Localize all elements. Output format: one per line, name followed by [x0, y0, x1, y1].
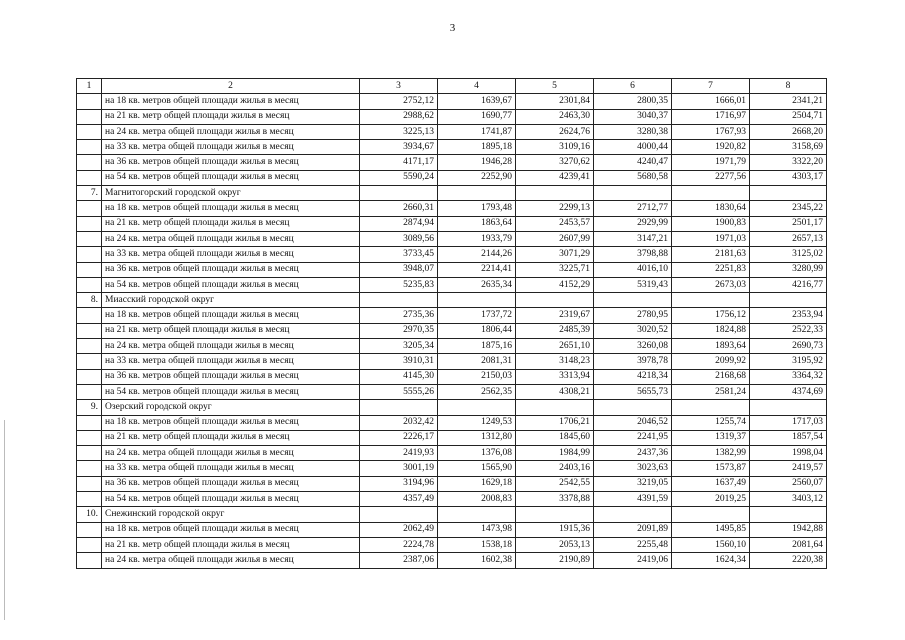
value-cell: 4171,17: [360, 155, 438, 170]
table-row: [77, 216, 827, 231]
table-row: [77, 124, 827, 139]
value-cell: 1741,87: [438, 124, 516, 139]
value-cell: 1538,18: [438, 537, 516, 552]
value-cell: 3798,88: [594, 247, 672, 262]
value-cell: 2453,57: [516, 216, 594, 231]
table-row: [77, 140, 827, 155]
value-cell: [672, 400, 750, 415]
table-row: [77, 170, 827, 185]
value-cell: 2220,38: [750, 553, 827, 568]
value-cell: 5235,83: [360, 277, 438, 292]
header-cell: 3: [360, 79, 438, 94]
value-cell: 1624,34: [672, 553, 750, 568]
row-label: на 18 кв. метров общей площади жилья в месяц: [102, 308, 360, 323]
row-index: [77, 170, 102, 185]
value-cell: 1495,85: [672, 522, 750, 537]
value-cell: 3270,62: [516, 155, 594, 170]
row-label: на 36 кв. метров общей площади жилья в месяц: [102, 155, 360, 170]
value-cell: [672, 186, 750, 201]
value-cell: 2353,94: [750, 308, 827, 323]
row-label: на 18 кв. метров общей площади жилья в месяц: [102, 415, 360, 430]
row-index: [77, 109, 102, 124]
value-cell: 2046,52: [594, 415, 672, 430]
value-cell: 4218,34: [594, 369, 672, 384]
value-cell: 5319,43: [594, 277, 672, 292]
table-row: [77, 354, 827, 369]
value-cell: 3148,23: [516, 354, 594, 369]
row-index: 8.: [77, 293, 102, 308]
value-cell: 2501,17: [750, 216, 827, 231]
value-cell: 1473,98: [438, 522, 516, 537]
value-cell: 1920,82: [672, 140, 750, 155]
row-index: 7.: [77, 186, 102, 201]
row-label: на 54 кв. метров общей площади жилья в месяц: [102, 170, 360, 185]
row-label: на 18 кв. метров общей площади жилья в месяц: [102, 201, 360, 216]
header-cell: 1: [77, 79, 102, 94]
value-cell: 2673,03: [672, 277, 750, 292]
row-index: 10.: [77, 507, 102, 522]
value-cell: 1756,12: [672, 308, 750, 323]
row-index: [77, 94, 102, 109]
value-cell: [438, 507, 516, 522]
row-label: на 54 кв. метров общей площади жилья в месяц: [102, 277, 360, 292]
housing-cost-table: [76, 78, 827, 569]
row-index: [77, 140, 102, 155]
table-row: [77, 415, 827, 430]
value-cell: [438, 186, 516, 201]
row-label: на 21 кв. метр общей площади жилья в месяц: [102, 216, 360, 231]
header-cell: 5: [516, 79, 594, 94]
value-cell: 4374,69: [750, 384, 827, 399]
value-cell: 1893,64: [672, 339, 750, 354]
table-row: [77, 492, 827, 507]
row-label: на 54 кв. метров общей площади жилья в месяц: [102, 492, 360, 507]
table-row: [77, 430, 827, 445]
value-cell: 3147,21: [594, 231, 672, 246]
value-cell: 3313,94: [516, 369, 594, 384]
value-cell: 2345,22: [750, 201, 827, 216]
row-label: на 36 кв. метров общей площади жилья в месяц: [102, 476, 360, 491]
value-cell: 3225,13: [360, 124, 438, 139]
row-label: на 24 кв. метра общей площади жилья в месяц: [102, 124, 360, 139]
value-cell: 1255,74: [672, 415, 750, 430]
value-cell: 2181,63: [672, 247, 750, 262]
value-cell: 5680,58: [594, 170, 672, 185]
value-cell: 1845,60: [516, 430, 594, 445]
value-cell: 1875,16: [438, 339, 516, 354]
row-label: на 24 кв. метра общей площади жилья в месяц: [102, 339, 360, 354]
header-cell: 2: [102, 79, 360, 94]
value-cell: 1946,28: [438, 155, 516, 170]
value-cell: 2081,31: [438, 354, 516, 369]
row-index: [77, 354, 102, 369]
row-index: [77, 231, 102, 246]
row-index: [77, 461, 102, 476]
value-cell: [750, 507, 827, 522]
row-label: на 21 кв. метр общей площади жилья в месяц: [102, 323, 360, 338]
value-cell: 1806,44: [438, 323, 516, 338]
value-cell: 3001,19: [360, 461, 438, 476]
value-cell: 1824,88: [672, 323, 750, 338]
header-cell: 7: [672, 79, 750, 94]
row-index: [77, 446, 102, 461]
value-cell: 2635,34: [438, 277, 516, 292]
value-cell: [594, 400, 672, 415]
value-cell: 1376,08: [438, 446, 516, 461]
table-row: [77, 308, 827, 323]
value-cell: 3089,56: [360, 231, 438, 246]
value-cell: 2712,77: [594, 201, 672, 216]
row-label: на 21 кв. метр общей площади жилья в месяц: [102, 109, 360, 124]
value-cell: [516, 400, 594, 415]
value-cell: 2150,03: [438, 369, 516, 384]
value-cell: 2081,64: [750, 537, 827, 552]
page-number: 3: [449, 22, 456, 34]
table-row: [77, 155, 827, 170]
value-cell: 2341,21: [750, 94, 827, 109]
row-label: на 33 кв. метра общей площади жилья в месяц: [102, 247, 360, 262]
value-cell: 2255,48: [594, 537, 672, 552]
value-cell: 1560,10: [672, 537, 750, 552]
value-cell: 2091,89: [594, 522, 672, 537]
table-row: [77, 109, 827, 124]
row-index: [77, 201, 102, 216]
value-cell: 2522,33: [750, 323, 827, 338]
section-row: [77, 186, 827, 201]
row-label: на 36 кв. метров общей площади жилья в месяц: [102, 262, 360, 277]
value-cell: 4357,49: [360, 492, 438, 507]
value-cell: 4391,59: [594, 492, 672, 507]
table-row: [77, 461, 827, 476]
header-cell: 8: [750, 79, 827, 94]
value-cell: 1895,18: [438, 140, 516, 155]
value-cell: 4308,21: [516, 384, 594, 399]
value-cell: 4303,17: [750, 170, 827, 185]
value-cell: [750, 186, 827, 201]
value-cell: 1830,64: [672, 201, 750, 216]
table-row: [77, 553, 827, 568]
row-index: [77, 369, 102, 384]
value-cell: [438, 400, 516, 415]
value-cell: 1319,37: [672, 430, 750, 445]
value-cell: [750, 400, 827, 415]
value-cell: 4216,77: [750, 277, 827, 292]
value-cell: 3322,20: [750, 155, 827, 170]
row-label: на 18 кв. метров общей площади жилья в месяц: [102, 94, 360, 109]
value-cell: 4152,29: [516, 277, 594, 292]
value-cell: 2019,25: [672, 492, 750, 507]
value-cell: 2690,73: [750, 339, 827, 354]
table-body: [77, 79, 827, 569]
value-cell: [750, 293, 827, 308]
row-index: [77, 553, 102, 568]
table-row: [77, 384, 827, 399]
value-cell: 2970,35: [360, 323, 438, 338]
value-cell: 2735,36: [360, 308, 438, 323]
value-cell: 3934,67: [360, 140, 438, 155]
value-cell: 1737,72: [438, 308, 516, 323]
value-cell: 1639,67: [438, 94, 516, 109]
value-cell: 2624,76: [516, 124, 594, 139]
table-row: [77, 94, 827, 109]
row-index: 9.: [77, 400, 102, 415]
row-label: на 54 кв. метров общей площади жилья в месяц: [102, 384, 360, 399]
value-cell: 1793,48: [438, 201, 516, 216]
value-cell: 1971,79: [672, 155, 750, 170]
margin-line: [4, 420, 5, 620]
table-row: [77, 231, 827, 246]
value-cell: 3023,63: [594, 461, 672, 476]
section-title: Озерский городской округ: [102, 400, 360, 415]
value-cell: 1971,03: [672, 231, 750, 246]
value-cell: 1706,21: [516, 415, 594, 430]
value-cell: 2419,93: [360, 446, 438, 461]
value-cell: 3403,12: [750, 492, 827, 507]
value-cell: [516, 507, 594, 522]
value-cell: 2319,67: [516, 308, 594, 323]
table-row: [77, 323, 827, 338]
value-cell: [516, 293, 594, 308]
value-cell: 2463,30: [516, 109, 594, 124]
row-index: [77, 522, 102, 537]
row-label: на 33 кв. метра общей площади жилья в месяц: [102, 354, 360, 369]
value-cell: 2190,89: [516, 553, 594, 568]
value-cell: 3109,16: [516, 140, 594, 155]
value-cell: 4145,30: [360, 369, 438, 384]
value-cell: 2168,68: [672, 369, 750, 384]
table-row: [77, 339, 827, 354]
value-cell: 2252,90: [438, 170, 516, 185]
value-cell: 2562,35: [438, 384, 516, 399]
value-cell: 2008,83: [438, 492, 516, 507]
value-cell: 2032,42: [360, 415, 438, 430]
value-cell: 1573,87: [672, 461, 750, 476]
value-cell: [594, 186, 672, 201]
value-cell: 2299,13: [516, 201, 594, 216]
value-cell: 1249,53: [438, 415, 516, 430]
value-cell: [360, 186, 438, 201]
table-row: [77, 476, 827, 491]
value-cell: 3125,02: [750, 247, 827, 262]
value-cell: 1984,99: [516, 446, 594, 461]
value-cell: 4240,47: [594, 155, 672, 170]
value-cell: 2224,78: [360, 537, 438, 552]
value-cell: 2144,26: [438, 247, 516, 262]
value-cell: 1863,64: [438, 216, 516, 231]
row-index: [77, 323, 102, 338]
value-cell: 2929,99: [594, 216, 672, 231]
table-row: [77, 537, 827, 552]
table-header-row: [77, 79, 827, 94]
value-cell: 3910,31: [360, 354, 438, 369]
value-cell: [438, 293, 516, 308]
value-cell: 2542,55: [516, 476, 594, 491]
row-label: на 24 кв. метра общей площади жилья в месяц: [102, 446, 360, 461]
value-cell: 2053,13: [516, 537, 594, 552]
section-title: Магнитогорский городской округ: [102, 186, 360, 201]
value-cell: 3364,32: [750, 369, 827, 384]
section-row: [77, 400, 827, 415]
row-label: на 21 кв. метр общей площади жилья в месяц: [102, 537, 360, 552]
row-label: на 24 кв. метра общей площади жилья в месяц: [102, 231, 360, 246]
value-cell: 1565,90: [438, 461, 516, 476]
row-index: [77, 384, 102, 399]
value-cell: [594, 507, 672, 522]
row-index: [77, 430, 102, 445]
value-cell: 3194,96: [360, 476, 438, 491]
value-cell: 2251,83: [672, 262, 750, 277]
value-cell: [360, 400, 438, 415]
value-cell: 1767,93: [672, 124, 750, 139]
row-index: [77, 537, 102, 552]
value-cell: 1629,18: [438, 476, 516, 491]
value-cell: 3158,69: [750, 140, 827, 155]
row-label: на 33 кв. метра общей площади жилья в месяц: [102, 461, 360, 476]
value-cell: 4016,10: [594, 262, 672, 277]
value-cell: [516, 186, 594, 201]
row-index: [77, 339, 102, 354]
value-cell: 2988,62: [360, 109, 438, 124]
value-cell: 1900,83: [672, 216, 750, 231]
value-cell: 5555,26: [360, 384, 438, 399]
value-cell: 2301,84: [516, 94, 594, 109]
row-index: [77, 277, 102, 292]
value-cell: 2241,95: [594, 430, 672, 445]
value-cell: 2668,20: [750, 124, 827, 139]
value-cell: 1602,38: [438, 553, 516, 568]
value-cell: 1942,88: [750, 522, 827, 537]
value-cell: 3040,37: [594, 109, 672, 124]
row-label: на 18 кв. метров общей площади жилья в месяц: [102, 522, 360, 537]
value-cell: 2581,24: [672, 384, 750, 399]
value-cell: 2419,57: [750, 461, 827, 476]
value-cell: 2560,07: [750, 476, 827, 491]
value-cell: 2780,95: [594, 308, 672, 323]
section-row: [77, 293, 827, 308]
value-cell: 3948,07: [360, 262, 438, 277]
row-label: на 36 кв. метров общей площади жилья в месяц: [102, 369, 360, 384]
value-cell: [672, 293, 750, 308]
value-cell: 2800,35: [594, 94, 672, 109]
row-index: [77, 308, 102, 323]
value-cell: 1716,97: [672, 109, 750, 124]
value-cell: 3378,88: [516, 492, 594, 507]
table-row: [77, 277, 827, 292]
value-cell: 2752,12: [360, 94, 438, 109]
value-cell: 1637,49: [672, 476, 750, 491]
value-cell: 3219,05: [594, 476, 672, 491]
value-cell: 1933,79: [438, 231, 516, 246]
value-cell: 1857,54: [750, 430, 827, 445]
value-cell: 2387,06: [360, 553, 438, 568]
table-row: [77, 369, 827, 384]
value-cell: [360, 507, 438, 522]
row-label: на 33 кв. метра общей площади жилья в месяц: [102, 140, 360, 155]
value-cell: 4000,44: [594, 140, 672, 155]
value-cell: 1312,80: [438, 430, 516, 445]
value-cell: 3733,45: [360, 247, 438, 262]
section-title: Миасский городской округ: [102, 293, 360, 308]
value-cell: 3260,08: [594, 339, 672, 354]
value-cell: 2657,13: [750, 231, 827, 246]
value-cell: 2214,41: [438, 262, 516, 277]
row-index: [77, 247, 102, 262]
value-cell: 3978,78: [594, 354, 672, 369]
value-cell: 2277,56: [672, 170, 750, 185]
value-cell: 2437,36: [594, 446, 672, 461]
row-index: [77, 476, 102, 491]
value-cell: 1915,36: [516, 522, 594, 537]
row-index: [77, 415, 102, 430]
value-cell: 2651,10: [516, 339, 594, 354]
value-cell: [594, 293, 672, 308]
row-index: [77, 492, 102, 507]
value-cell: 3225,71: [516, 262, 594, 277]
row-index: [77, 262, 102, 277]
value-cell: 3071,29: [516, 247, 594, 262]
table-row: [77, 201, 827, 216]
value-cell: 3020,52: [594, 323, 672, 338]
table-row: [77, 446, 827, 461]
value-cell: 3280,99: [750, 262, 827, 277]
header-cell: 4: [438, 79, 516, 94]
value-cell: 3205,34: [360, 339, 438, 354]
row-label: на 21 кв. метр общей площади жилья в месяц: [102, 430, 360, 445]
value-cell: 1690,77: [438, 109, 516, 124]
value-cell: 2874,94: [360, 216, 438, 231]
value-cell: 2419,06: [594, 553, 672, 568]
value-cell: 2660,31: [360, 201, 438, 216]
table-row: [77, 522, 827, 537]
value-cell: 2099,92: [672, 354, 750, 369]
row-index: [77, 216, 102, 231]
value-cell: 2504,71: [750, 109, 827, 124]
value-cell: 3195,92: [750, 354, 827, 369]
section-row: [77, 507, 827, 522]
value-cell: 1666,01: [672, 94, 750, 109]
value-cell: 3280,38: [594, 124, 672, 139]
value-cell: 2226,17: [360, 430, 438, 445]
value-cell: [360, 293, 438, 308]
table-row: [77, 262, 827, 277]
table-row: [77, 247, 827, 262]
value-cell: 5590,24: [360, 170, 438, 185]
header-cell: 6: [594, 79, 672, 94]
value-cell: 2403,16: [516, 461, 594, 476]
value-cell: 1998,04: [750, 446, 827, 461]
row-index: [77, 155, 102, 170]
value-cell: 2062,49: [360, 522, 438, 537]
value-cell: 1717,03: [750, 415, 827, 430]
value-cell: [672, 507, 750, 522]
value-cell: 4239,41: [516, 170, 594, 185]
value-cell: 1382,99: [672, 446, 750, 461]
value-cell: 5655,73: [594, 384, 672, 399]
value-cell: 2607,99: [516, 231, 594, 246]
row-label: на 24 кв. метра общей площади жилья в месяц: [102, 553, 360, 568]
value-cell: 2485,39: [516, 323, 594, 338]
row-index: [77, 124, 102, 139]
section-title: Снежинский городской округ: [102, 507, 360, 522]
